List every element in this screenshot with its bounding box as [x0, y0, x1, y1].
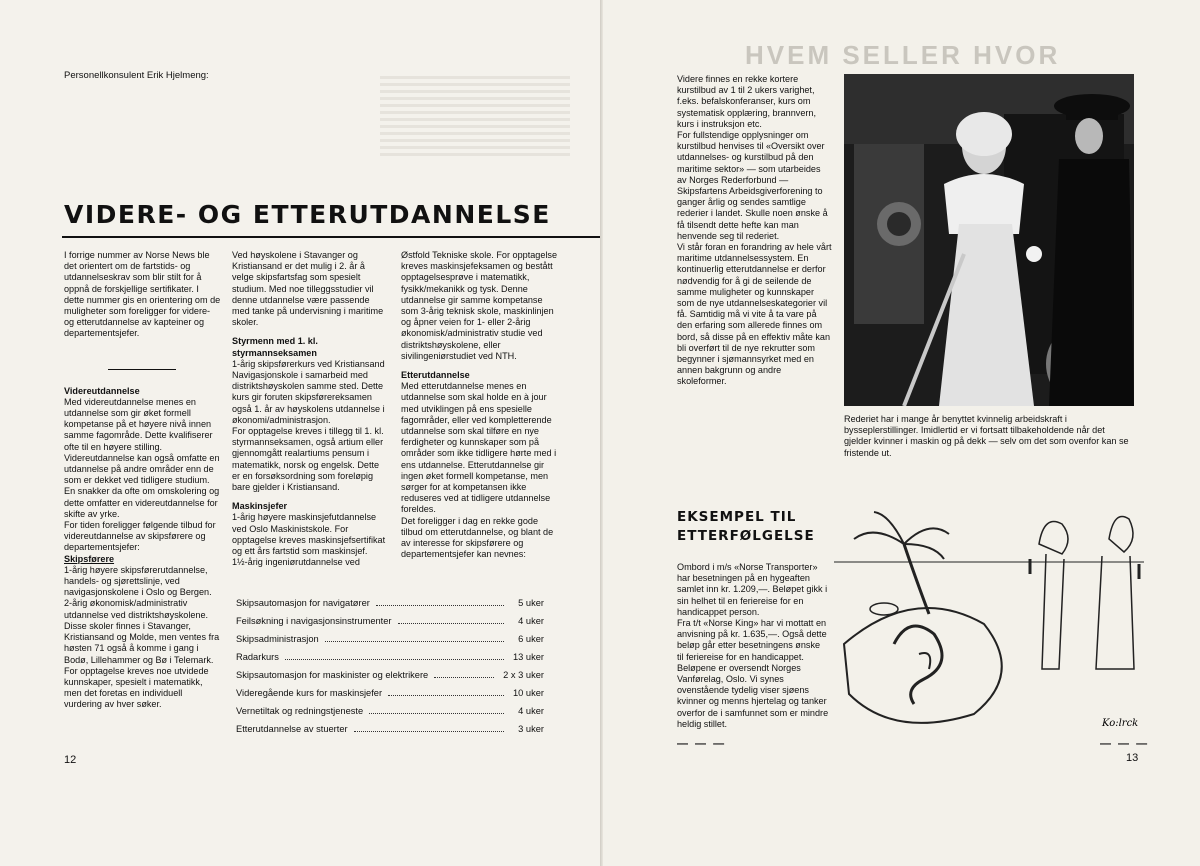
example-text	[677, 562, 829, 730]
svg-text:Ko:lrck: Ko:lrck	[1102, 718, 1139, 729]
dash-separator: — — —	[1100, 738, 1150, 750]
paragraph: Videre finnes en rekke kortere kurstilbud av 1 til 2 ukers varighet, f.eks. befalskonferanser, kurs om systematisk opplæring, brannvern, kurs i instruksjon etc.	[677, 74, 816, 129]
course-name: Videregående kurs for maskinsjefer	[236, 688, 383, 698]
cartoon-drawing	[834, 504, 1144, 734]
byline: Personellkonsulent Erik Hjelmeng:	[64, 70, 209, 81]
course-duration: 4 uker	[518, 706, 544, 716]
course-table	[236, 598, 544, 742]
paragraph: Det foreligger i dag en rekke gode tilbud om etterutdannelse, og blant de av interesse for skipsførere og departementsjefer kan nevnes:	[401, 515, 554, 560]
course-duration: 6 uker	[518, 634, 544, 644]
table-row	[236, 652, 544, 670]
page-number: 12	[64, 754, 77, 766]
paragraph: Østfold Tekniske skole. For opptagelse kreves maskinsjefeksamen og bestått opptagelsesprøve i matematikk, fysikk/mekanikk og tysk. Denne utdannelse gir samme kompetanse som 3-årig teknisk skole, maskinlinjen og åpner veien for 1- eller 2-årig økonomisk/administrativ studie ved distriktshøyskolene, eller sivilingeniørstudiet ved NTH.	[401, 250, 558, 361]
section-divider	[108, 369, 176, 370]
course-name: Feilsøkning i navigasjonsinstrumenter	[236, 616, 392, 626]
paragraph: 1-årig høyere maskinsjefutdannelse ved Oslo Maskinistskole. For opptagelse kreves maskinsjefsertifikat og ett års fartstid som maskinsjef.	[232, 512, 386, 557]
photo-illustration	[844, 74, 1134, 406]
paragraph: Med videreutdannelse menes en utdannelse som gir øket formell kompetanse på et høyere nivå innen samme fagområde. Dette kvalifiserer ofte til en høyere stilling.	[64, 396, 213, 452]
course-duration: 4 uker	[518, 616, 544, 626]
course-duration: 10 uker	[512, 688, 544, 698]
subheading-maskinsjefer: Maskinsjefer	[232, 501, 288, 512]
table-row	[236, 688, 544, 706]
headline-rule	[62, 236, 603, 238]
photo-caption: Rederiet har i mange år benyttet kvinnelig arbeidskraft i bysseplerstillinger. Imidlertid er vi fortsatt tilbakeholdende når det gjelder kvinner i maskin og på dekk — selv om det som ovenfor kan se fristende ut.	[844, 414, 1129, 458]
cartoon-illustration	[834, 504, 1144, 734]
paragraph: Ombord i m/s «Norse Transporter» har besetningen på en hygeaften samlet inn kr. 1.209,—. Beløpet gikk i sin helhet til en feriereise for en handicappet person.	[677, 562, 828, 617]
subheading-etterutdannelse: Etterutdannelse	[401, 370, 470, 381]
intro-paragraph: I forrige nummer av Norse News ble det orientert om de fartstids- og utdannelseskrav som blir stilt for å oppnå de forskjellige sertifikater. I dette nummer gis en orientering om de muligheter som foreligger for videre- og etterutdannelse av kapteiner og departementsjefer.	[64, 250, 221, 339]
paragraph: Med etterutdannelse menes en utdannelse som skal holde en à jour med utviklingen på ens spesielle fagområder, eller ved kompletterende utdannelse som skal tilføre en nye ferdigheter og kunnskaper som på områder som ikke tidligere hørte med i ens utdannelse. Etterutdannelse gir ingen øket formell kompetanse, men sørger for at kompetansen ikke reduseres ved at tidligere utdannelse foreldes.	[401, 381, 557, 515]
paragraph: For tiden foreligger følgende tilbud for videreutdannelse av skipsførere og departementsjefer:	[64, 520, 216, 553]
table-row	[236, 724, 544, 742]
bleed-through-heading: HVEM SELLER HVOR	[745, 40, 1061, 70]
course-duration: 13 uker	[512, 652, 544, 662]
paragraph: 1-årig skipsførerkurs ved Kristiansand Navigasjonskole i samarbeid med distriktshøyskolen samme sted. Dette kurs gir foruten skipsførereksamen også 1. år av høyskolens utdannelse i økonomi/administrasjon.	[232, 358, 385, 425]
table-row	[236, 634, 544, 652]
course-duration: 2 x 3 uker	[503, 670, 544, 680]
course-name: Skipsadministrasjon	[236, 634, 319, 644]
table-row	[236, 616, 544, 634]
example-title: EKSEMPEL TIL ETTERFØLGELSE	[677, 509, 815, 544]
paragraph: Vi står foran en forandring av hele vårt maritime utdannelsessystem. En kontinuerlig etterutdannelse er derfor nødvendig for å gi de seilende de samme muligheter og kunnskaper som de nye utdannelseskategorier vil få. Samtidig må vi vite å ta vare på den erfaring som allerede finnes om bord, så disse på en effektiv måte kan bli overført til de nye rekrutter som begynner i sjømannsyrket med en annen bakgrunn og andre skoleformer.	[677, 242, 832, 387]
paragraph: 1½-årig ingeniørutdannelse ved	[232, 557, 360, 568]
left-column-3	[401, 250, 561, 560]
paragraph: For fullstendige opplysninger om kurstilbud henvises til «Oversikt over utdannelses- og kurstilbud på den maritime sektor» — som utarbeides av Norges Rederforbund — Skipsfartens Arbeidsgiverforening to ganger årlig og sendes samtlige rederier i landet. Skulle noen ønske å få tilsendt dette hefte kan man henvende seg til rederiet.	[677, 130, 828, 241]
right-column-1	[677, 74, 832, 388]
table-row	[236, 706, 544, 724]
course-name: Skipsautomasjon for navigatører	[236, 598, 370, 608]
subheading-videreutdannelse: Videreutdannelse	[64, 385, 140, 396]
subheading-styrmenn: Styrmenn med 1. kl. styrmannseksamen	[232, 336, 318, 358]
paragraph: 2-årig økonomisk/administrativ utdannelse ved distriktshøyskolene. Disse skoler finnes i Stavanger, Kristiansand og Molde, men ventes fra høsten 71 også å komme i gang i Bodø, Lillehammer og Bø i Telemark. For opptagelse kreves noe utvidede kunnskaper, spesielt i matematikk, men det foretas en individuell vurdering av hver søker.	[64, 598, 220, 710]
paragraph: For opptagelse kreves i tillegg til 1. kl. styrmannseksamen, også artium eller gjennomgått realartiums pensum i matematikk, norsk og engelsk. Dette er en forsøksordning som foreløpig bare gjelder i Kristiansand.	[232, 426, 384, 493]
paragraph: 1-årig høyere skipsførerutdannelse, handels- og sjørettslinje, ved navigasjonskolene i Oslo og Bergen.	[64, 564, 212, 598]
bleed-through-text	[380, 72, 570, 192]
course-duration: 5 uker	[518, 598, 544, 608]
course-name: Radarkurs	[236, 652, 279, 662]
article-headline: VIDERE- OG ETTERUTDANNELSE	[64, 200, 551, 229]
paragraph: Videreutdannelse kan også omfatte en utdannelse på andre områder enn de som er dekket ved tidligere studium. En snakker da ofte om omskolering og dette omfatter en videreutdannelse for skifte av yrke.	[64, 452, 220, 519]
table-row	[236, 670, 544, 688]
paragraph: Ved høyskolene i Stavanger og Kristiansand er det mulig i 2. år å velge skipsfartsfag som spesielt studium. Med noe tilleggsstudier vil denne utdannelse være passende med tanke på undervisning i maritime skoler.	[232, 250, 384, 328]
photo-woman-and-officer	[844, 74, 1134, 406]
course-name: Etterutdannelse av stuerter	[236, 724, 348, 734]
dash-separator: — — —	[677, 738, 727, 750]
left-column-1	[64, 250, 221, 711]
page-number: 13	[1126, 752, 1139, 764]
table-row	[236, 598, 544, 616]
paragraph: Fra t/t «Norse King» har vi mottatt en anvisning på kr. 1.635,—. Også dette beløp går etter besetningens ønske til feriereise for en handicappet. Beløpene er oversendt Norges Vanførelag, Oslo. Vi synes ovenstående tydelig viser sjøens kvinner og menns hjertelag og tanker overfor de i samfunnet som er mindre heldig stillet.	[677, 618, 829, 729]
course-duration: 3 uker	[518, 724, 544, 734]
course-name: Skipsautomasjon for maskinister og elektrikere	[236, 670, 429, 680]
subheading-skipsforere: Skipsførere	[64, 553, 115, 564]
course-name: Vernetiltak og redningstjeneste	[236, 706, 364, 716]
left-column-2	[232, 250, 389, 568]
